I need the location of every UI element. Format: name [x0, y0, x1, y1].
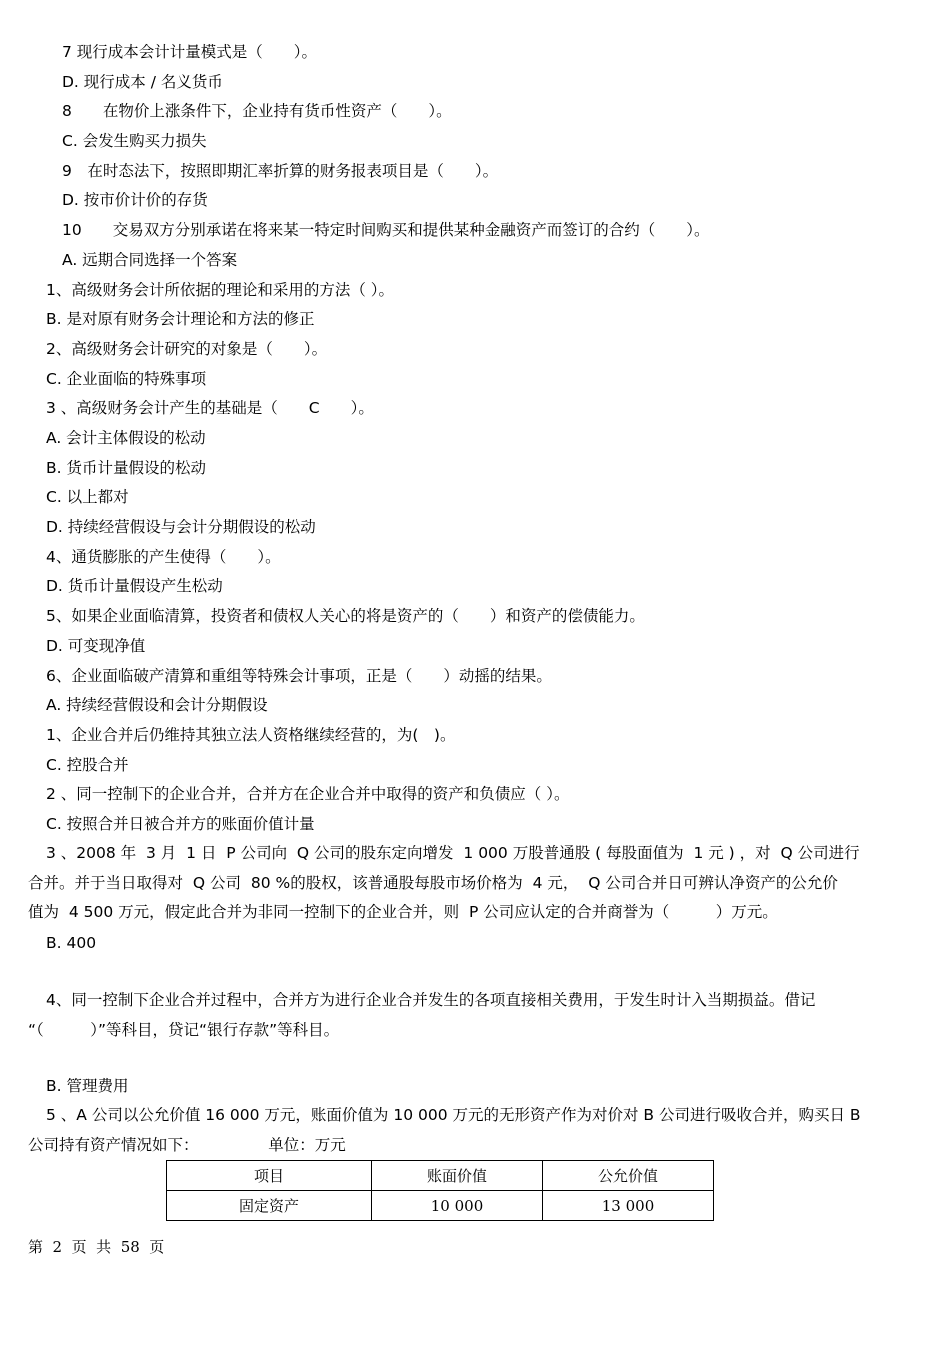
question-4-paragraph — [28, 986, 928, 1045]
para3-line-3: 值为 4 500 万元，假定此合并为非同一控制下的企业合并，则 P 公司应认定的合并商誉为（ ）万元。 — [28, 903, 778, 921]
question-3-paragraph — [28, 839, 928, 928]
text-line: 4、通货膨胀的产生使得（ ）。 — [46, 548, 281, 566]
para5-line-2: 公司持有资产情况如下： 单位：万元 — [28, 1135, 346, 1154]
text-line: D. 现行成本 / 名义货币 — [62, 73, 223, 91]
text-line: 9 在时态法下，按照即期汇率折算的财务报表项目是（ ）。 — [62, 162, 499, 180]
page-footer: 第 2 页 共 58 页 — [28, 1238, 165, 1256]
text-line: C. 会发生购买力损失 — [62, 132, 207, 150]
cell-book-value: 10 000 — [372, 1191, 543, 1221]
para3-line-2: 合并。并于当日取得对 Q 公司 80 %的股权，该普通股每股市场价格为 4 元， Q 公司合并日可辨认净资产的公允价 — [28, 873, 838, 892]
header-book-value: 账面价值 — [372, 1161, 543, 1191]
text-line: D. 按市价计价的存货 — [62, 191, 208, 209]
text-line: B. 管理费用 — [46, 1077, 129, 1095]
para4-line-1: 4、同一控制下企业合并过程中，合并方为进行企业合并发生的各项直接相关费用，于发生时计入当期损益。借记 — [46, 991, 816, 1009]
header-item: 项目 — [167, 1161, 372, 1191]
cell-item: 固定资产 — [167, 1191, 372, 1221]
text-line: 5、如果企业面临清算，投资者和债权人关心的将是资产的（ ）和资产的偿债能力。 — [46, 607, 645, 625]
question-5-paragraph — [28, 1101, 928, 1160]
text-line: C. 以上都对 — [46, 488, 129, 506]
text-line: C. 企业面临的特殊事项 — [46, 370, 207, 388]
text-line: 1、高级财务会计所依据的理论和采用的方法（ ）。 — [46, 281, 395, 299]
para5-line-1: 5 、A 公司以公允价值 16 000 万元，账面价值为 10 000 万元的无形资产作为对价对 B 公司进行吸收合并，购买日 B — [46, 1106, 861, 1124]
text-line: C. 按照合并日被合并方的账面价值计量 — [46, 815, 315, 833]
text-line: B. 货币计量假设的松动 — [46, 459, 206, 477]
asset-table — [166, 1160, 714, 1221]
text-line: 2、高级财务会计研究的对象是（ ）。 — [46, 340, 328, 358]
text-line: A. 持续经营假设和会计分期假设 — [46, 696, 268, 714]
text-line: C. 控股合并 — [46, 756, 129, 774]
text-line: A. 会计主体假设的松动 — [46, 429, 206, 447]
text-line: 8 在物价上涨条件下，企业持有货币性资产（ ）。 — [62, 102, 452, 120]
text-line: D. 持续经营假设与会计分期假设的松动 — [46, 518, 316, 536]
text-line: 3 、高级财务会计产生的基础是（ C ）。 — [46, 399, 374, 417]
text-line: B. 是对原有财务会计理论和方法的修正 — [46, 310, 315, 328]
table-row — [167, 1191, 714, 1221]
text-line: A. 远期合同选择一个答案 — [62, 251, 238, 269]
text-line: 1、企业合并后仍维持其独立法人资格继续经营的，为( )。 — [46, 726, 456, 744]
text-line: D. 可变现净值 — [46, 637, 146, 655]
para4-line-2: “（ ）”等科目，贷记“银行存款”等科目。 — [28, 1020, 340, 1039]
para3-line-1: 3 、2008 年 3 月 1 日 P 公司向 Q 公司的股东定向增发 1 000 万股普通股 ( 每股面值为 1 元 ) ，对 Q 公司进行 — [46, 844, 860, 862]
text-line: 7 现行成本会计计量模式是（ ）。 — [62, 43, 318, 61]
text-line: 2 、同一控制下的企业合并，合并方在企业合并中取得的资产和负债应（ ）。 — [46, 785, 570, 803]
text-line: D. 货币计量假设产生松动 — [46, 577, 223, 595]
cell-fair-value: 13 000 — [543, 1191, 714, 1221]
header-fair-value: 公允价值 — [543, 1161, 714, 1191]
text-line: B. 400 — [46, 934, 97, 952]
text-line: 10 交易双方分别承诺在将来某一特定时间购买和提供某种金融资产而签订的合约（ ）。 — [62, 221, 710, 239]
table-header-row — [167, 1161, 714, 1191]
text-line: 6、企业面临破产清算和重组等特殊会计事项，正是（ ）动摇的结果。 — [46, 667, 552, 685]
